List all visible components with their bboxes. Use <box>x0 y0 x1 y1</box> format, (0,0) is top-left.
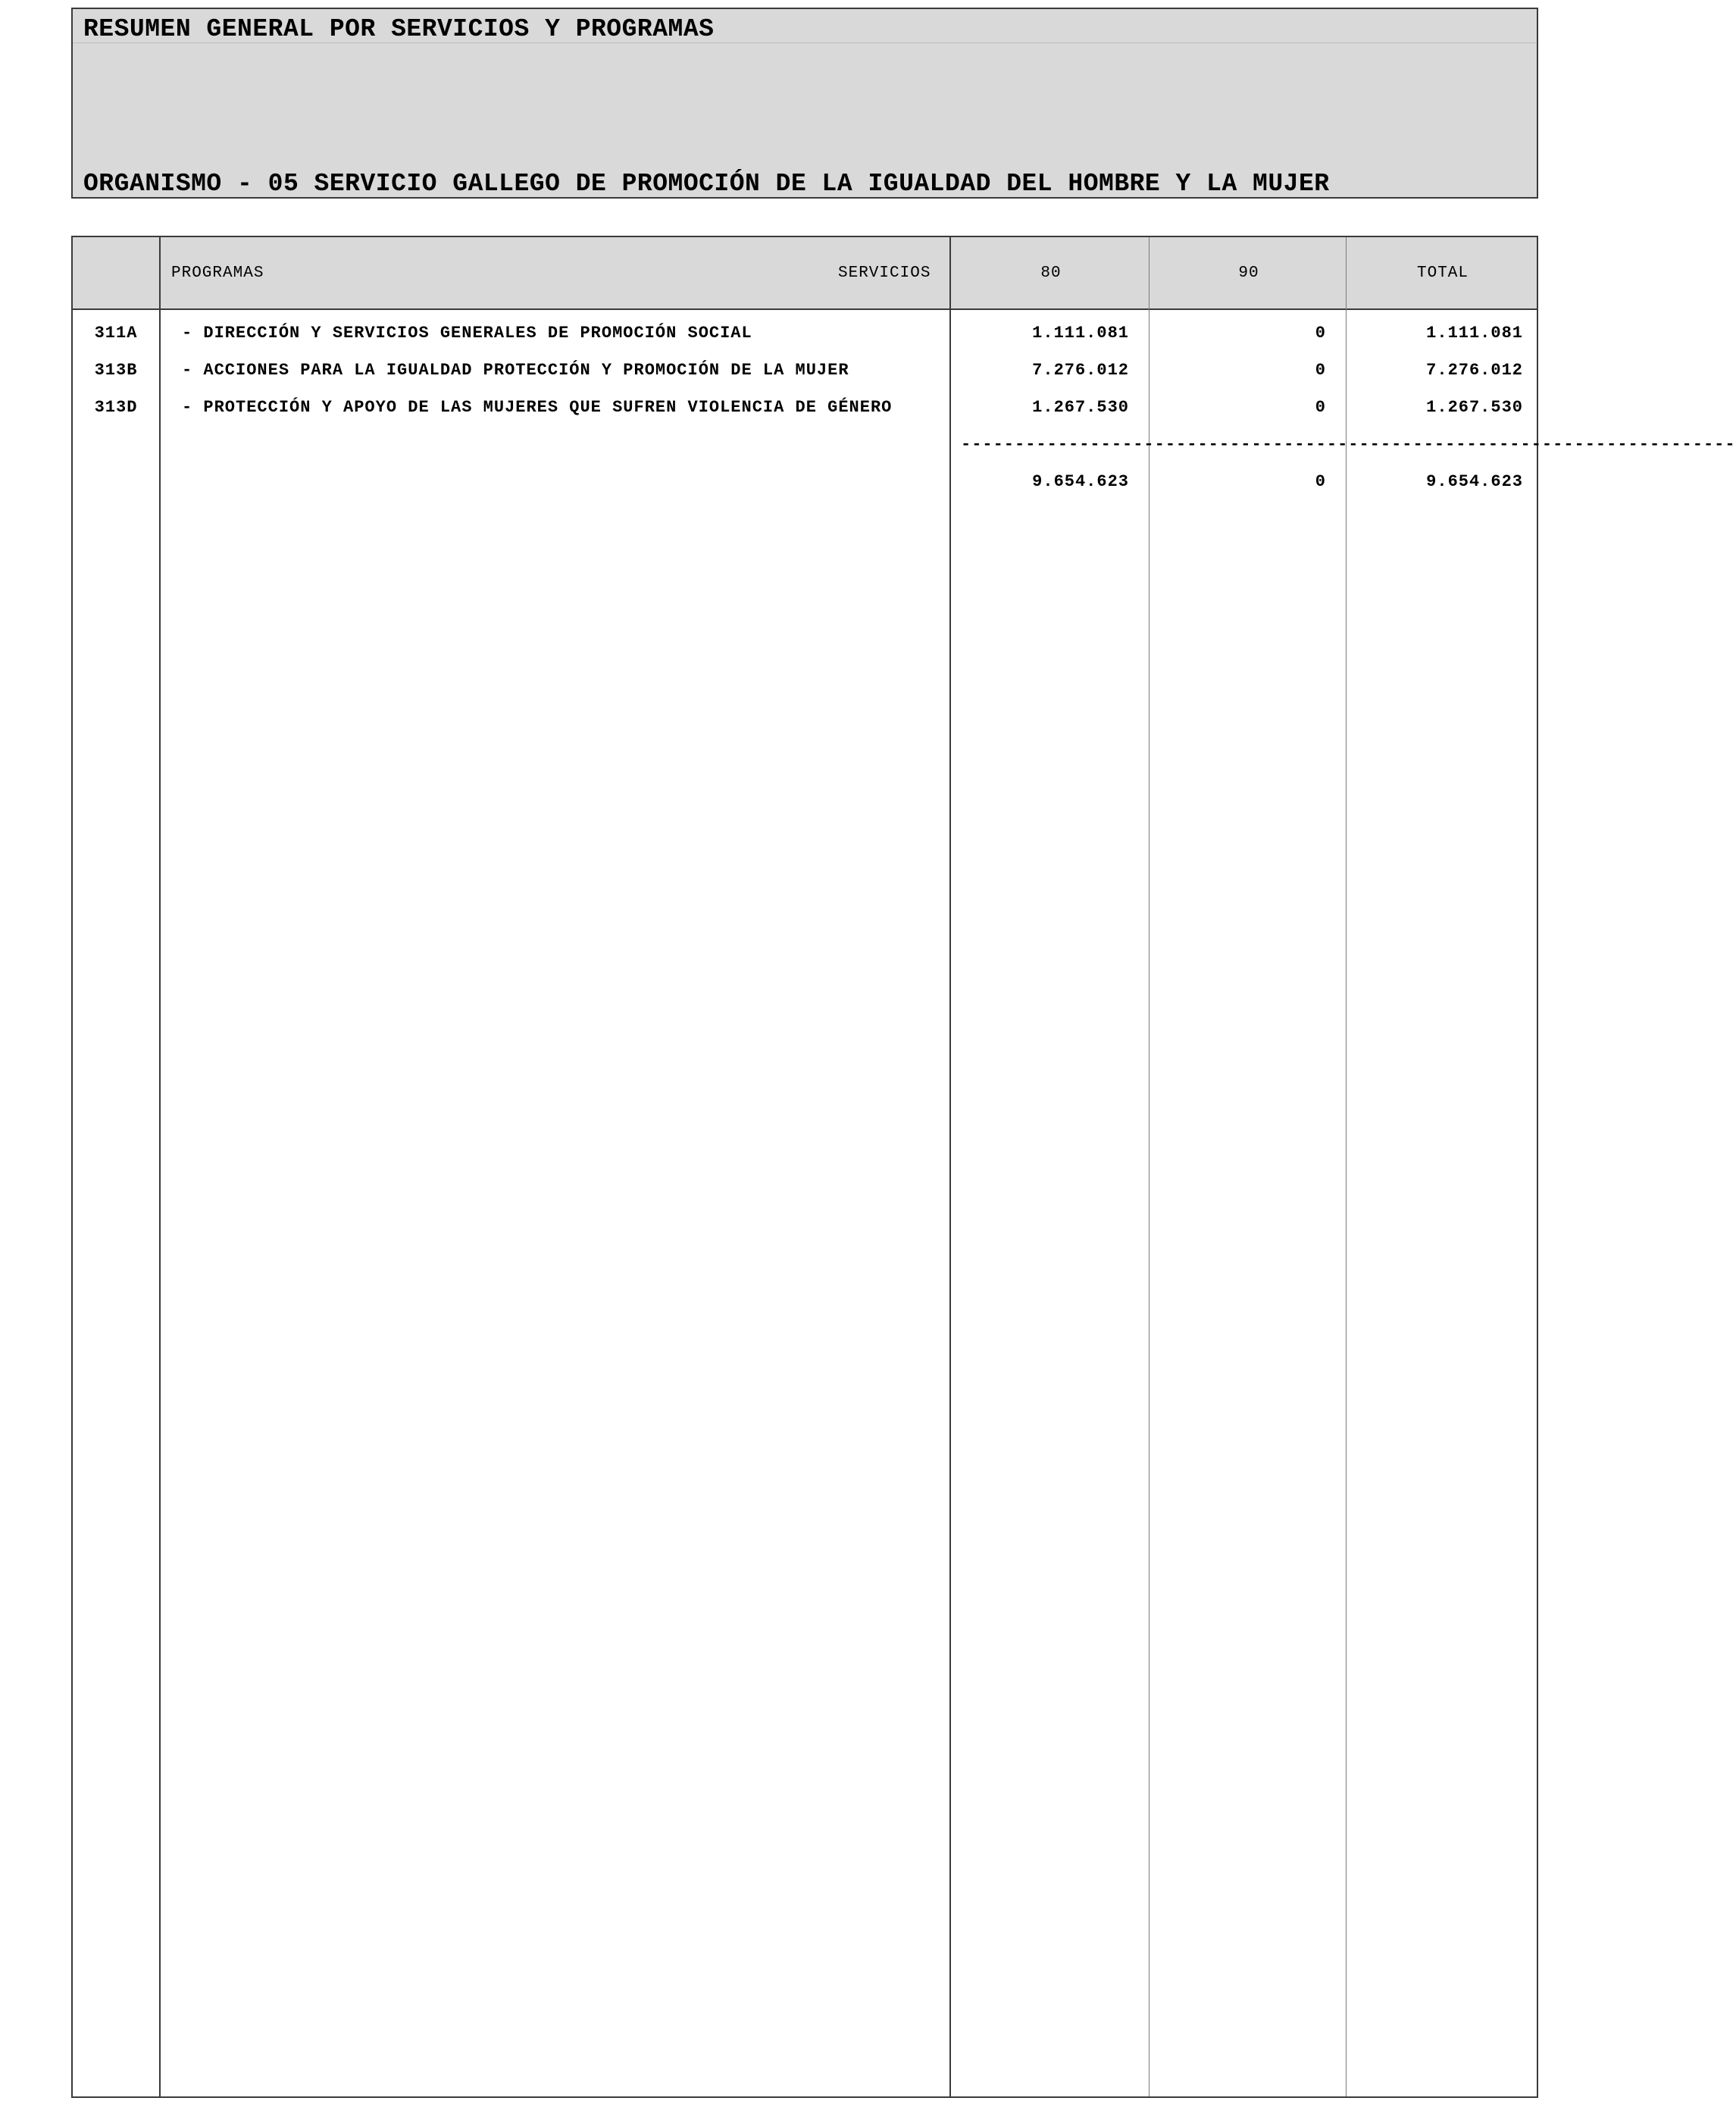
table-row <box>73 361 1537 391</box>
separator-row <box>73 435 1736 465</box>
value-80: 7.276.012 <box>1032 361 1129 380</box>
program-code: 311A <box>94 324 138 343</box>
program-description: - DIRECCIÓN Y SERVICIOS GENERALES DE PROMOCIÓN SOCIAL <box>182 324 752 343</box>
total-80: 9.654.623 <box>1032 472 1129 491</box>
table-row <box>73 324 1537 354</box>
report-title: RESUMEN GENERAL POR SERVICIOS Y PROGRAMAS <box>83 15 715 43</box>
budget-table <box>71 236 1736 2098</box>
title-rule <box>73 42 1537 43</box>
value-80: 1.111.081 <box>1032 324 1129 343</box>
report-header <box>71 8 1538 199</box>
grand-total: 9.654.623 <box>1426 472 1523 491</box>
program-description: - ACCIONES PARA LA IGUALDAD PROTECCIÓN Y PROMOCIÓN DE LA MUJER <box>182 361 849 380</box>
column-header-90: 90 <box>1238 265 1259 282</box>
value-90: 0 <box>1315 361 1326 380</box>
totals-row <box>73 472 1537 503</box>
column-divider <box>159 237 161 2096</box>
table-row <box>73 398 1537 428</box>
total-90: 0 <box>1315 472 1326 491</box>
organismo-title: ORGANISMO - 05 SERVICIO GALLEGO DE PROMOCIÓN DE LA IGUALDAD DEL HOMBRE Y LA MUJER <box>83 170 1330 198</box>
value-90: 0 <box>1315 324 1326 343</box>
column-header-80: 80 <box>1040 265 1062 282</box>
value-90: 0 <box>1315 398 1326 417</box>
program-description: - PROTECCIÓN Y APOYO DE LAS MUJERES QUE SUFREN VIOLENCIA DE GÉNERO <box>182 398 893 417</box>
program-code: 313D <box>94 398 138 417</box>
dashed-separator: ------------------------------------------------------------------------ <box>961 435 1736 454</box>
value-total: 1.267.530 <box>1426 398 1523 417</box>
column-header-programas: PROGRAMAS <box>171 265 264 282</box>
column-divider <box>949 237 951 2096</box>
program-code: 313B <box>94 361 138 380</box>
value-80: 1.267.530 <box>1032 398 1129 417</box>
column-divider <box>1346 237 1347 2096</box>
column-divider <box>1149 237 1150 2096</box>
value-total: 1.111.081 <box>1426 324 1523 343</box>
value-total: 7.276.012 <box>1426 361 1523 380</box>
table-header <box>73 237 1537 310</box>
column-header-servicios: SERVICIOS <box>838 265 931 282</box>
column-header-total: TOTAL <box>1416 265 1469 282</box>
